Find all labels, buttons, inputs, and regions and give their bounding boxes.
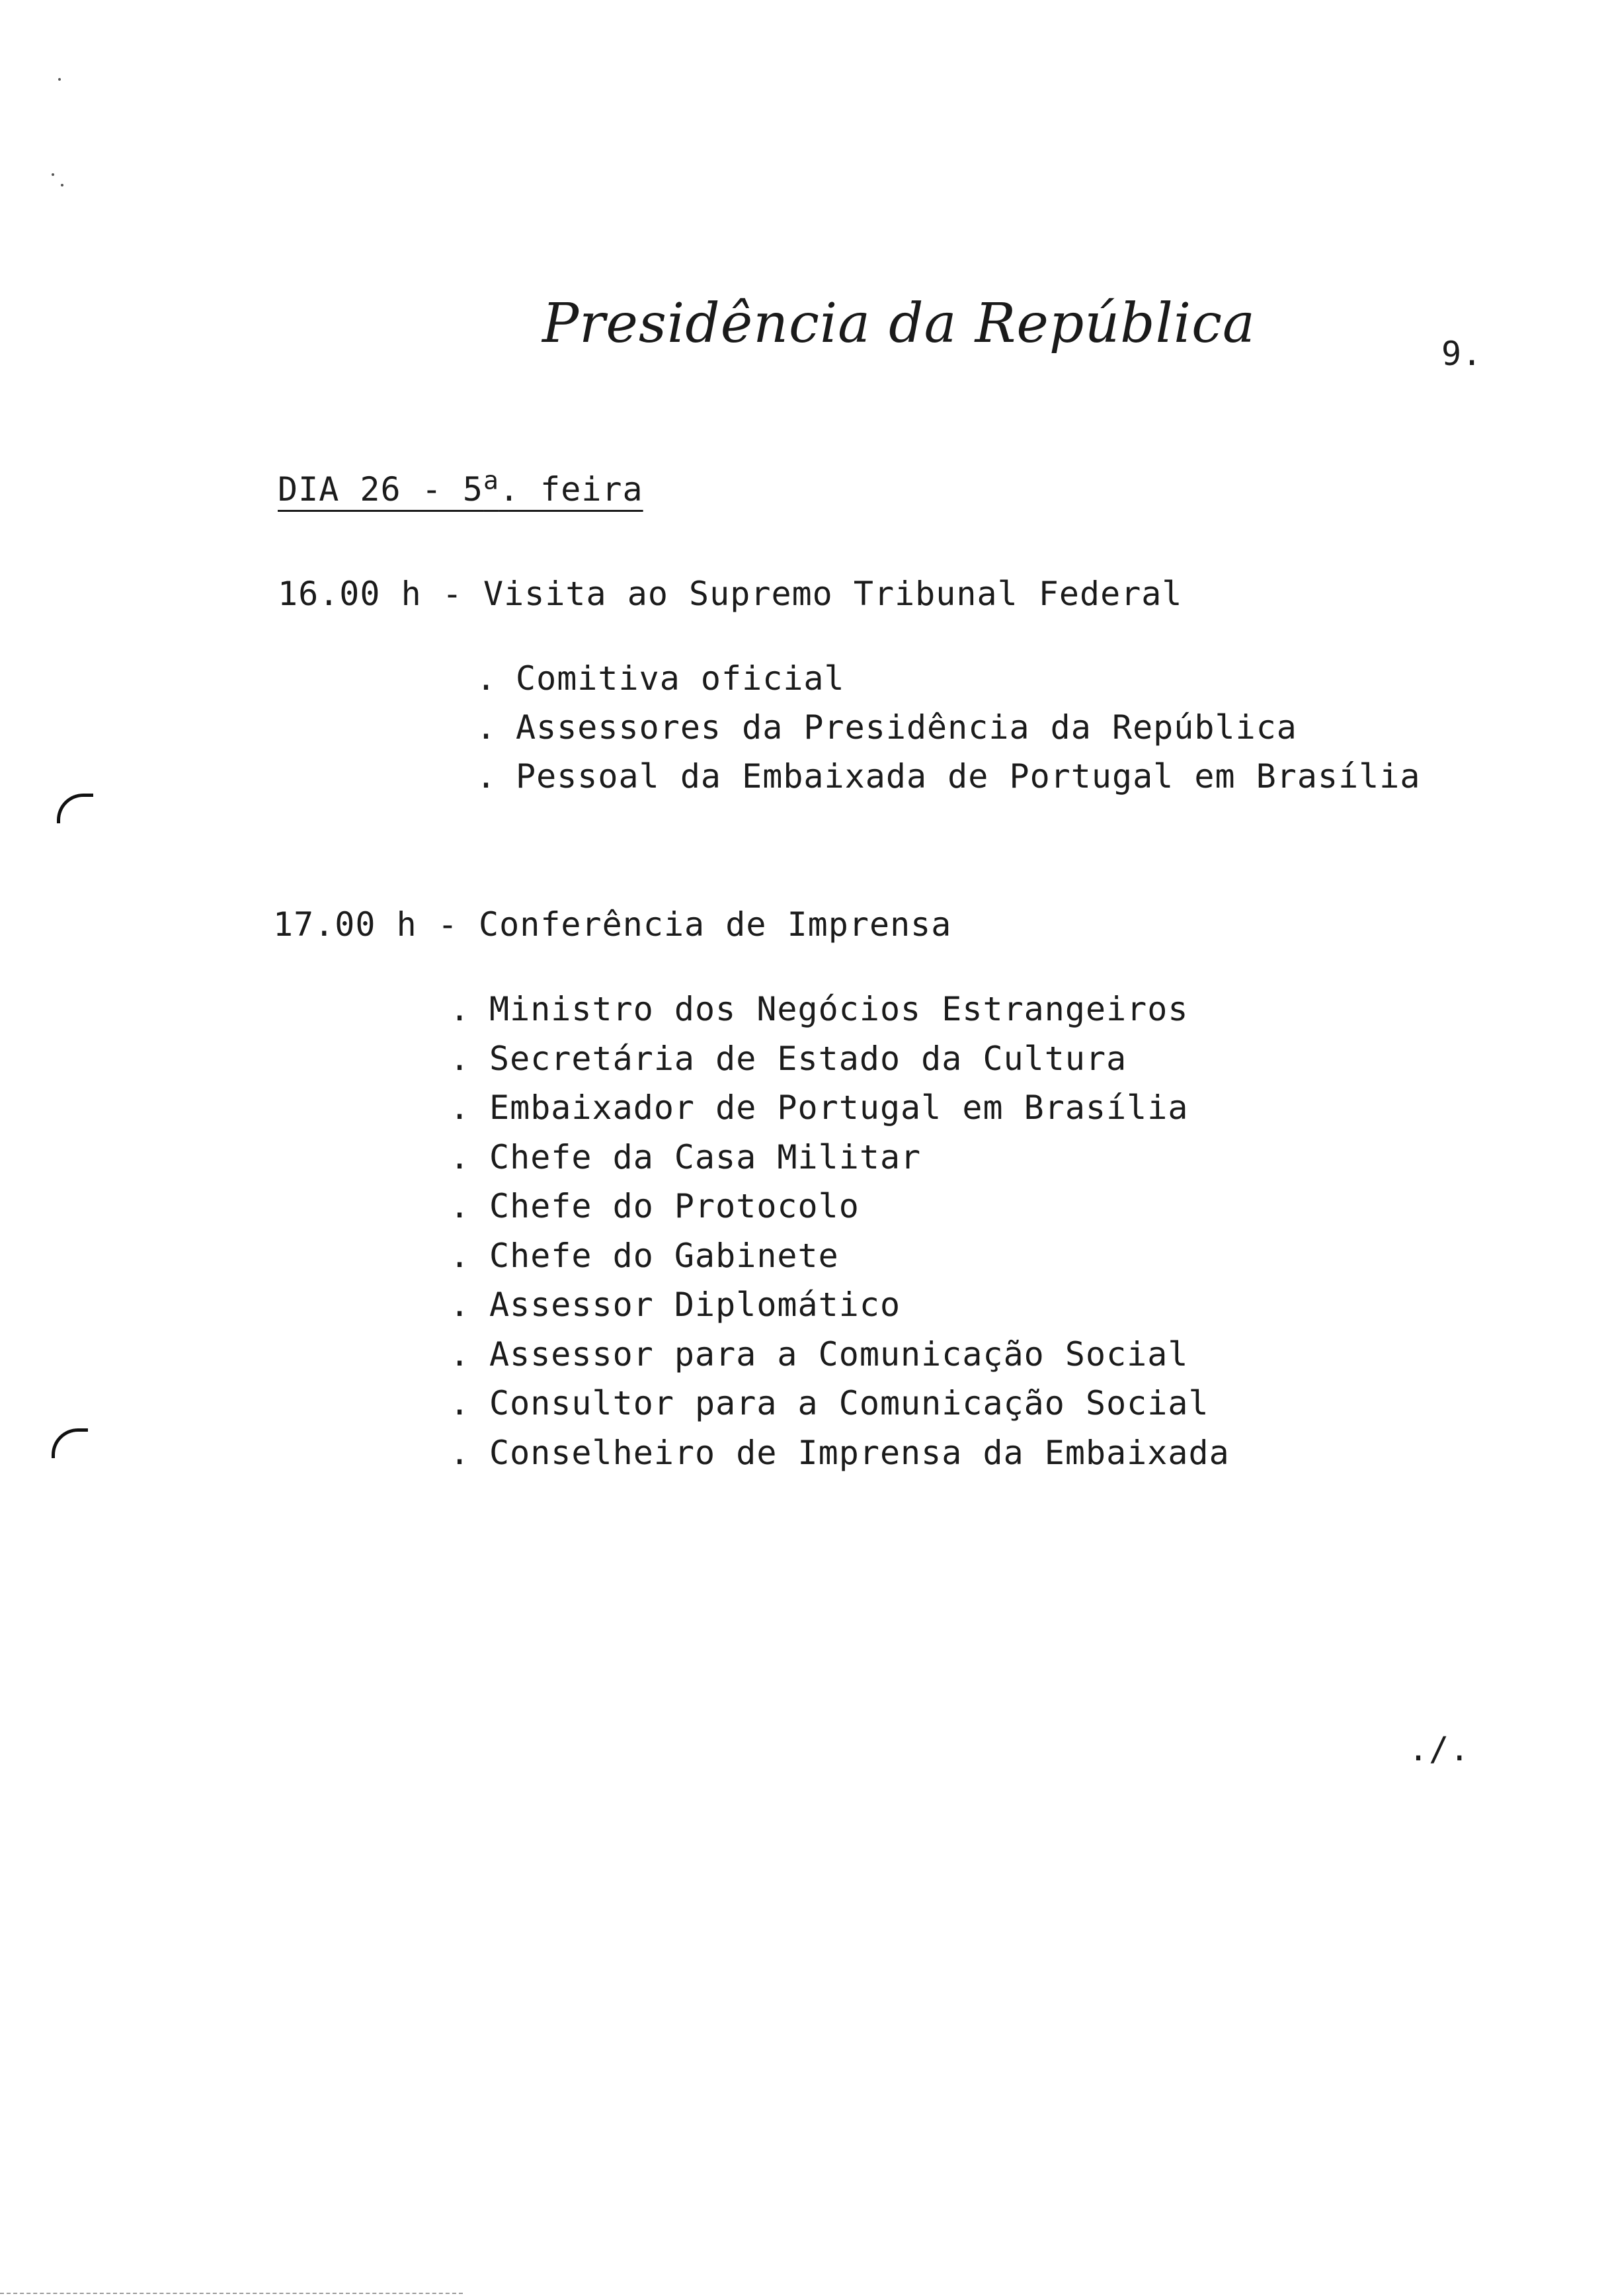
bullet-icon: .	[450, 1334, 471, 1374]
attendee-name: Assessor para a Comunicação Social	[489, 1334, 1189, 1374]
attendee-name: Chefe da Casa Militar	[489, 1137, 922, 1176]
list-item	[450, 1383, 1230, 1433]
margin-punch-mark	[57, 794, 93, 823]
event-title: 17.00 h - Conferência de Imprensa	[273, 905, 952, 944]
scan-speck	[58, 78, 61, 81]
list-item	[450, 1334, 1230, 1384]
scan-speck	[52, 173, 54, 176]
attendee-name: Ministro dos Negócios Estrangeiros	[489, 990, 1189, 1028]
attendee-name: Comitiva oficial	[516, 659, 845, 698]
bullet-icon: .	[476, 708, 497, 747]
list-item	[476, 757, 1421, 805]
page-number: 9.	[1441, 335, 1483, 373]
list-item	[450, 1285, 1230, 1334]
list-item	[450, 1137, 1230, 1187]
bullet-icon: .	[450, 1137, 471, 1176]
margin-punch-mark	[52, 1428, 88, 1458]
bullet-icon: .	[476, 757, 497, 796]
scan-edge-line	[0, 2293, 463, 2296]
list-item	[450, 1433, 1230, 1483]
list-item	[450, 1186, 1230, 1236]
attendee-name: Chefe do Gabinete	[489, 1236, 839, 1275]
bullet-icon: .	[450, 990, 471, 1028]
list-item	[450, 1039, 1230, 1088]
attendee-list	[450, 989, 1230, 1482]
attendee-name: Consultor para a Comunicação Social	[489, 1384, 1209, 1422]
bullet-icon: .	[450, 1039, 471, 1078]
list-item	[450, 1088, 1230, 1137]
attendee-list	[476, 659, 1421, 805]
attendee-name: Pessoal da Embaixada de Portugal em Brasília	[516, 757, 1421, 796]
list-item	[450, 989, 1230, 1039]
scan-speck	[61, 184, 63, 186]
letterhead-title: Presidência da República	[542, 292, 1256, 355]
bullet-icon: .	[450, 1286, 471, 1324]
day-label: DIA 26 - 5	[278, 470, 484, 509]
attendee-name: Assessores da Presidência da República	[516, 708, 1297, 747]
bullet-icon: .	[450, 1433, 471, 1472]
list-item	[476, 708, 1421, 757]
attendee-name: Conselheiro de Imprensa da Embaixada	[489, 1433, 1230, 1472]
attendee-name: Embaixador de Portugal em Brasília	[489, 1088, 1189, 1127]
bullet-icon: .	[450, 1088, 471, 1127]
continuation-mark: ./.	[1408, 1730, 1470, 1768]
bullet-icon: .	[450, 1187, 471, 1225]
day-label-superscript: a	[483, 466, 499, 495]
attendee-name: Secretária de Estado da Cultura	[489, 1039, 1127, 1078]
bullet-icon: .	[450, 1236, 471, 1275]
day-label-end: . feira	[499, 470, 643, 509]
list-item	[476, 659, 1421, 708]
list-item	[450, 1236, 1230, 1286]
bullet-icon: .	[476, 659, 497, 698]
day-heading	[278, 466, 643, 509]
bullet-icon: .	[450, 1384, 471, 1422]
attendee-name: Chefe do Protocolo	[489, 1187, 860, 1225]
event-title: 16.00 h - Visita ao Supremo Tribunal Federal	[278, 575, 1183, 613]
attendee-name: Assessor Diplomático	[489, 1286, 901, 1324]
